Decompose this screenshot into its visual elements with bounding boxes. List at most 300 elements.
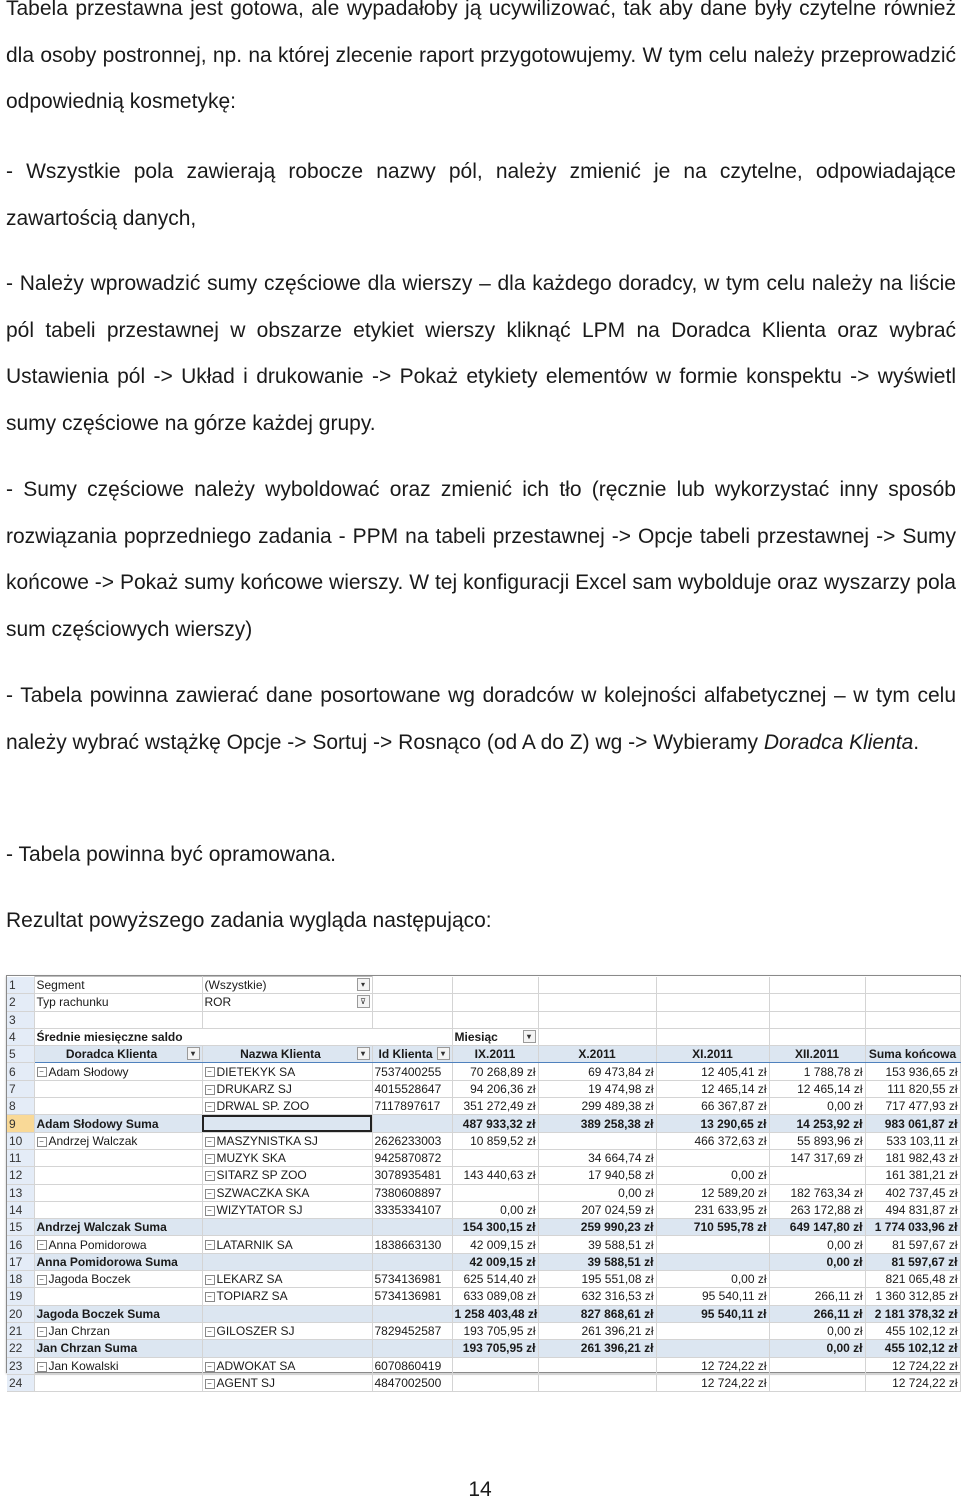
value-cell [865,1132,960,1149]
cell-text: 261 396,21 zł [580,1341,654,1356]
cell-text: 12 724,22 zł [701,1358,767,1373]
row-header: 9 [7,1115,34,1132]
value-cell [656,1288,769,1305]
row-header: 17 [7,1253,34,1270]
value-cell [769,1219,865,1236]
value-cell [656,1271,769,1288]
cell-text: Adam Słodowy Suma [36,1116,159,1131]
cell-text: 0,00 zł [826,1341,863,1356]
cell-text: 710 595,78 zł [693,1220,767,1235]
value-cell [865,1080,960,1097]
value-cell [769,1184,865,1201]
paragraph-field-names [6,149,956,242]
empty-cell [769,1028,865,1045]
client-id-cell [372,1340,452,1357]
cell-text: Jagoda Boczek [48,1272,131,1287]
paragraph-line: Tabela przestawna jest gotowa, ale wypadałoby ją ucywilizować, tak aby dane były czytelne [6,0,877,20]
cell-text: 195 551,08 zł [581,1272,654,1287]
value-cell [865,1374,960,1391]
collapse-minus-icon[interactable]: − [205,1379,215,1389]
collapse-minus-icon[interactable]: − [205,1240,215,1250]
row-header: 5 [7,1046,34,1063]
value-cell [656,1340,769,1357]
value-cell [538,1236,656,1253]
value-cell [769,1063,865,1080]
column-header [865,1046,960,1063]
value-cell [865,1253,960,1270]
cell-text: 12 724,22 zł [892,1358,958,1373]
row-header: 2 [7,994,34,1011]
data-field-label [34,1028,452,1045]
empty-cell [372,994,452,1011]
value-cell [865,1288,960,1305]
advisor-cell [34,1149,202,1166]
cell-text: Średnie miesięczne saldo [36,1030,183,1045]
value-cell [769,1340,865,1357]
filter-label [34,994,202,1011]
paragraph-line: również dla osoby postronnej, np. na której zlecenie raport przygotowujemy. W tym celu [6,0,956,67]
paragraph-border [6,832,956,879]
cell-text: 81 597,67 zł [891,1254,958,1269]
cell-text: 111 820,55 zł [887,1081,958,1096]
value-cell [452,1322,538,1339]
value-cell [865,1340,960,1357]
value-cell [865,1219,960,1236]
value-cell [538,1305,656,1322]
row-header: 24 [7,1374,34,1391]
client-cell [202,1322,372,1339]
client-id-cell [372,1271,452,1288]
cell-text: 263 172,88 zł [790,1203,863,1217]
value-cell [865,1305,960,1322]
table-row [7,1184,960,1201]
value-cell [769,1080,865,1097]
client-id-cell [372,1288,452,1305]
subtotal-row [7,1340,960,1357]
row-header: 13 [7,1184,34,1201]
value-cell [538,1340,656,1357]
cell-text: Andrzej Walczak [48,1133,138,1148]
table-row [7,1288,960,1305]
client-cell [202,1357,372,1374]
client-cell [202,1253,372,1270]
value-cell [452,1132,538,1149]
client-cell [202,1063,372,1080]
cell-text: Nazwa Klienta [240,1047,321,1062]
value-cell [452,1236,538,1253]
column-header [656,1046,769,1063]
collapse-minus-icon[interactable]: − [205,1154,215,1164]
cell-text: LATARNIK SA [216,1237,293,1252]
value-cell [452,1253,538,1270]
paragraph-subtotals [6,261,956,447]
cell-text: 455 102,12 zł [884,1341,958,1356]
cell-text: 1 788,78 zł [803,1064,863,1079]
client-id-cell [372,1219,452,1236]
sentence-end: . [913,730,920,754]
cell-text: 55 893,96 zł [797,1133,863,1148]
collapse-minus-icon[interactable]: − [205,1292,215,1302]
paragraph-line: zawartością danych, [6,206,197,230]
client-id-cell [372,1322,452,1339]
cell-text: 7537400255 [374,1064,442,1079]
value-cell [656,1098,769,1115]
value-cell [865,1167,960,1184]
column-header[interactable] [372,1046,452,1063]
collapse-minus-icon[interactable]: − [205,1085,215,1095]
value-cell [538,1115,656,1132]
value-cell [538,1149,656,1166]
column-header[interactable] [34,1046,202,1063]
value-cell [769,1288,865,1305]
dropdown-arrow-icon[interactable]: ▾ [523,1030,536,1043]
cell-text: 39 588,51 zł [587,1254,654,1269]
column-header [452,1046,538,1063]
cell-text: Anna Pomidorowa [48,1237,147,1252]
cell-text: 7829452587 [374,1324,442,1339]
cell-text: 12 465,14 zł [701,1081,767,1096]
value-cell [538,1271,656,1288]
table-row [7,1098,960,1115]
client-id-cell [372,1236,452,1253]
dropdown-arrow-icon[interactable]: ▾ [437,1047,450,1060]
cell-text: 821 065,48 zł [885,1272,958,1287]
cell-text: 12 589,20 zł [701,1185,767,1200]
value-cell [452,1340,538,1357]
dropdown-arrow-icon[interactable]: ▾ [187,1047,200,1060]
paragraph-line: Rezultat powyższego zadania wygląda następująco: [6,909,492,932]
row-header: 10 [7,1132,34,1149]
value-cell [769,1167,865,1184]
cell-text: Doradca Klienta [65,1047,158,1062]
cell-text: 207 024,59 zł [581,1203,654,1217]
value-cell [538,1080,656,1097]
paragraph-line: oraz wybrać Ustawienia pól -> Układ i drukowanie -> Pokaż etykiety elementów w formie [6,318,956,388]
cell-text: 351 272,49 zł [463,1099,536,1114]
cell-text: 42 009,15 zł [469,1254,536,1269]
empty-cell [452,977,538,994]
value-cell [865,1115,960,1132]
advisor-cell [34,1098,202,1115]
cell-text: 95 540,11 zł [701,1306,767,1321]
empty-cell [538,994,656,1011]
table-row [7,1132,960,1149]
value-cell [452,1098,538,1115]
collapse-minus-icon[interactable]: − [205,1137,215,1147]
cell-text: 1 360 312,85 zł [875,1289,958,1304]
cell-text: 983 061,87 zł [884,1116,958,1131]
cell-text: XII.2011 [794,1047,840,1062]
value-cell [538,1184,656,1201]
client-cell [202,1288,372,1305]
client-cell [202,1080,372,1097]
collapse-minus-icon[interactable]: − [205,1362,215,1372]
value-cell [656,1080,769,1097]
column-header[interactable] [202,1046,372,1063]
empty-cell [769,994,865,1011]
paragraph-line: - Wszystkie pola zawierają robocze nazwy pól, należy zmienić je na czytelne, odpowiadające [6,160,956,183]
cell-text: 649 147,80 zł [789,1220,863,1235]
paragraph-line: na liście pól tabeli przestawnej w obszarze etykiet wierszy kliknąć LPM na Doradca Klienta [6,272,956,342]
cell-text: 39 588,51 zł [588,1237,654,1252]
cell-text: 95 540,11 zł [702,1289,767,1304]
value-cell [769,1115,865,1132]
row-header: 7 [7,1080,34,1097]
value-cell [452,1149,538,1166]
value-cell [452,1374,538,1391]
cell-text: 42 009,15 zł [470,1237,536,1252]
client-cell [202,1167,372,1184]
collapse-minus-icon[interactable]: − [37,1067,47,1077]
client-id-cell [372,1098,452,1115]
cell-text: 5734136981 [374,1289,442,1304]
cell-text: 3335334107 [374,1203,442,1217]
row-header: 19 [7,1288,34,1305]
cell-text: 402 737,45 zł [885,1185,958,1200]
row-header: 23 [7,1357,34,1374]
collapse-minus-icon[interactable]: − [37,1275,47,1285]
cell-text: LEKARZ SA [216,1272,283,1287]
client-cell [202,1219,372,1236]
value-cell [769,1305,865,1322]
client-cell[interactable] [202,1115,372,1132]
cell-text: 2 181 378,32 zł [874,1306,958,1321]
cell-text: 259 990,23 zł [580,1220,654,1235]
value-cell [656,1201,769,1218]
cell-text: Jan Chrzan [48,1324,110,1339]
advisor-cell [34,1184,202,1201]
value-cell [865,1357,960,1374]
dropdown-arrow-icon[interactable]: ⊽ [357,995,370,1008]
collapse-minus-icon[interactable]: − [205,1189,215,1199]
collapse-minus-icon[interactable]: − [205,1171,215,1181]
paragraph-bold-subtotals [6,467,956,653]
cell-text: 827 868,61 zł [580,1306,654,1321]
paragraph-line: - Należy wprowadzić sumy częściowe dla wierszy – dla każdego doradcy, w tym celu należy [6,272,873,295]
table-row [7,1271,960,1288]
row-header: 20 [7,1305,34,1322]
value-cell [865,1236,960,1253]
cell-text: MASZYNISTKA SJ [216,1133,318,1148]
cell-text: 19 474,98 zł [588,1081,654,1096]
cell-text: 487 933,32 zł [462,1116,536,1131]
empty-cell [865,1011,960,1028]
cell-text: Anna Pomidorowa Suma [36,1254,178,1269]
advisor-cell [34,1340,202,1357]
cell-text: Suma końcowa [868,1047,957,1062]
value-cell [656,1236,769,1253]
paragraph-result [6,898,956,945]
collapse-minus-icon[interactable]: − [205,1275,215,1285]
value-cell [865,1271,960,1288]
empty-cell [865,977,960,994]
value-cell [452,1219,538,1236]
advisor-cell [34,1305,202,1322]
paragraph-sorting [6,673,956,766]
client-cell [202,1340,372,1357]
collapse-minus-icon[interactable]: − [37,1327,47,1337]
pivot-data-label-row [7,1028,960,1045]
cell-text: (Wszystkie) [204,978,267,993]
cell-text: 193 705,95 zł [463,1324,536,1339]
value-cell [538,1063,656,1080]
paragraph-line: - Tabela powinna być opramowana. [6,843,336,866]
empty-cell [34,1011,202,1028]
subtotal-row [7,1253,960,1270]
value-cell [769,1357,865,1374]
row-header: 12 [7,1167,34,1184]
empty-cell [656,1028,769,1045]
client-id-cell [372,1080,452,1097]
client-id-cell [372,1167,452,1184]
empty-cell [656,1011,769,1028]
cell-text: 94 206,36 zł [470,1081,536,1096]
advisor-cell [34,1253,202,1270]
advisor-cell [34,1132,202,1149]
cell-text: Segment [36,978,85,993]
collapse-minus-icon[interactable]: − [37,1240,47,1250]
paragraph-line: wybolduje oraz wyszarzy pola sum częściowych wierszy) [6,571,956,641]
column-field-label[interactable] [452,1028,538,1045]
subtotal-row [7,1219,960,1236]
cell-text: 17 940,58 zł [588,1168,654,1183]
value-cell [538,1167,656,1184]
empty-cell [452,1011,538,1028]
value-cell [656,1184,769,1201]
row-header: 15 [7,1219,34,1236]
collapse-minus-icon[interactable]: − [205,1327,215,1337]
cell-text: 231 633,95 zł [694,1203,767,1217]
cell-text: 153 936,65 zł [885,1064,958,1079]
value-cell [538,1253,656,1270]
value-cell [656,1167,769,1184]
cell-text: Jagoda Boczek Suma [36,1306,160,1321]
cell-text: 0,00 zł [827,1099,863,1114]
row-header: 16 [7,1236,34,1253]
empty-cell [769,977,865,994]
empty-cell [656,977,769,994]
collapse-minus-icon[interactable]: − [205,1102,215,1112]
client-id-cell [372,1184,452,1201]
cell-text: DRWAL SP. ZOO [216,1099,310,1114]
cell-text: 0,00 zł [500,1203,536,1217]
collapse-minus-icon[interactable]: − [37,1137,47,1147]
value-cell [656,1322,769,1339]
value-cell [769,1374,865,1391]
empty-cell [769,1011,865,1028]
row-header: 21 [7,1322,34,1339]
empty-cell [865,994,960,1011]
filter-row [7,977,960,994]
cell-text: 7380608897 [374,1185,442,1200]
client-cell [202,1305,372,1322]
italic-field-name: Doradca Klienta [763,730,914,754]
value-cell [769,1236,865,1253]
table-row [7,1201,960,1218]
cell-text: 6070860419 [374,1358,442,1373]
value-cell [865,1184,960,1201]
filter-dropdown[interactable] [202,994,372,1011]
value-cell [538,1132,656,1149]
cell-text: 717 477,93 zł [885,1099,958,1114]
subtotal-row [7,1115,960,1132]
collapse-minus-icon[interactable]: − [205,1067,215,1077]
cell-text: 389 258,38 zł [580,1116,654,1131]
cell-text: 69 473,84 zł [588,1064,654,1079]
value-cell [656,1132,769,1149]
row-header: 1 [7,977,34,994]
cell-text: 3078935481 [374,1168,442,1183]
empty-cell [538,1028,656,1045]
cell-text: Andrzej Walczak Suma [36,1220,167,1235]
advisor-cell [34,1219,202,1236]
table-row [7,1357,960,1374]
cell-text: DRUKARZ SJ [216,1081,292,1096]
value-cell [769,1253,865,1270]
cell-text: TOPIARZ SA [216,1289,288,1304]
table-row [7,1080,960,1097]
value-cell [538,1357,656,1374]
client-id-cell [372,1132,452,1149]
cell-text: 455 102,12 zł [885,1324,958,1339]
table-row [7,1374,960,1391]
table-row [7,1149,960,1166]
filter-dropdown[interactable] [202,977,372,994]
filter-row [7,994,960,1011]
cell-text: 193 705,95 zł [462,1341,536,1356]
dropdown-arrow-icon[interactable]: ▾ [357,1047,370,1060]
dropdown-arrow-icon[interactable]: ▾ [357,978,370,991]
column-header [538,1046,656,1063]
table-row [7,1236,960,1253]
cell-text: 5734136981 [374,1272,442,1287]
value-cell [452,1184,538,1201]
collapse-minus-icon[interactable]: − [205,1206,215,1216]
empty-cell [865,1028,960,1045]
cell-text: 1838663130 [374,1237,442,1252]
collapse-minus-icon[interactable]: − [37,1362,47,1372]
value-cell [769,1201,865,1218]
advisor-cell [34,1236,202,1253]
advisor-cell [34,1357,202,1374]
value-cell [452,1063,538,1080]
row-header: 3 [7,1011,34,1028]
cell-text: 261 396,21 zł [581,1324,654,1339]
cell-text: 182 763,34 zł [790,1185,863,1200]
client-id-cell [372,1253,452,1270]
value-cell [538,1201,656,1218]
value-cell [452,1305,538,1322]
value-cell [656,1357,769,1374]
cell-text: 633 089,08 zł [463,1289,536,1304]
page-number: 14 [468,1478,492,1501]
client-id-cell [372,1357,452,1374]
client-cell [202,1236,372,1253]
value-cell [769,1149,865,1166]
filter-label [34,977,202,994]
cell-text: 2626233003 [374,1133,442,1148]
paragraph-line: przestawnej -> Sumy końcowe -> Pokaż sumy końcowe wierszy. W tej konfiguracji Excel sam [6,524,956,594]
paragraph-line: - Sumy częściowe należy wyboldować oraz zmienić ich tło (ręcznie lub wykorzystać inny [6,478,879,501]
empty-cell [372,1011,452,1028]
value-cell [538,1374,656,1391]
value-cell [656,1149,769,1166]
cell-text: 632 316,53 zł [581,1289,654,1304]
value-cell [656,1253,769,1270]
value-cell [865,1098,960,1115]
cell-text: 12 405,41 zł [701,1064,767,1079]
paragraph-line: tym celu należy wybrać wstążkę Opcje -> Sortuj -> Rosnąco (od A do Z) wg -> Wybieramy [6,684,956,754]
